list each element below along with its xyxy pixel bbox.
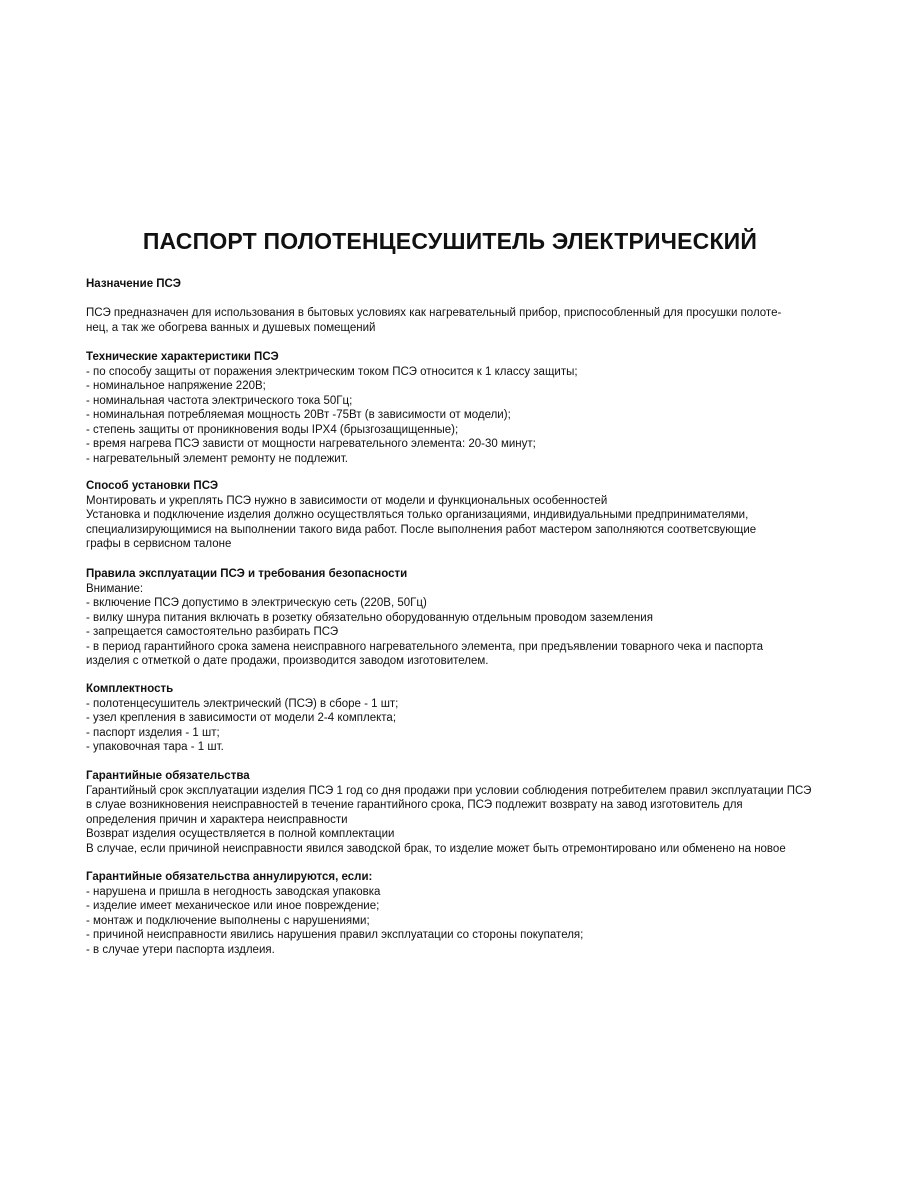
specs-line-6: - время нагрева ПСЭ зависти от мощности нагревательного элемента: 20-30 минут; [86, 438, 536, 450]
kit-line-1: - полотенцесушитель электрический (ПСЭ) в сборе - 1 шт; [86, 697, 399, 710]
warranty-line-4: Возврат изделия осуществляется в полной комплектации [86, 828, 395, 840]
installation-line-4: графы в сервисном талоне [86, 538, 232, 550]
warranty-line-1: Гарантийный срок эксплуатации изделия ПСЭ 1 год со дня продажи при условии соблюдения потребителем правил эксплуатации ПСЭ [86, 784, 812, 797]
void-line-3: - монтаж и подключение выполнены с нарушениями; [86, 914, 370, 927]
installation-line-1: Монтировать и укреплять ПСЭ нужно в зависимости от модели и функциональных особенностей [86, 494, 608, 507]
section-heading-specs: Технические характеристики ПСЭ [86, 351, 279, 363]
section-kit [86, 682, 826, 755]
specs-line-3: - номинальная частота электрического тока 50Гц; [86, 394, 353, 407]
section-rules [86, 567, 826, 669]
page-title: ПАСПОРТ ПОЛОТЕНЦЕСУШИТЕЛЬ ЭЛЕКТРИЧЕСКИЙ [142, 228, 758, 254]
rules-line-2: - включение ПСЭ допустимо в электрическую сеть (220В, 50Гц) [86, 597, 427, 609]
kit-line-4: - упаковочная тара - 1 шт. [86, 741, 224, 753]
section-heading-warranty: Гарантийные обязательства [86, 770, 250, 782]
installation-line-2: Установка и подключение изделия должно осуществляться только организациями, индивидуальными предпринимателями, [86, 509, 749, 521]
section-void [86, 870, 826, 957]
void-line-1: - нарушена и пришла в негодность заводская упаковка [86, 885, 381, 898]
kit-line-3: - паспорт изделия - 1 шт; [86, 726, 220, 739]
section-heading-void: Гарантийные обязательства аннулируются, если: [86, 871, 373, 883]
section-specs [86, 350, 826, 466]
specs-line-7: - нагревательный элемент ремонту не подлежит. [86, 452, 348, 465]
specs-line-2: - номинальное напряжение 220В; [86, 380, 266, 392]
purpose-line-2: нец, а так же обогрева ванных и душевых помещений [86, 321, 376, 334]
specs-line-4: - номинальная потребляемая мощность 20Вт -75Вт (в зависимости от модели); [86, 409, 511, 421]
specs-line-5: - степень защиты от проникновения воды IPX4 (брызгозащищенные); [86, 423, 459, 436]
rules-line-4: - запрещается самостоятельно разбирать ПСЭ [86, 626, 339, 638]
warranty-line-3: определения причин и характера неисправности [86, 813, 348, 826]
section-heading-purpose: Назначение ПСЭ [86, 278, 181, 290]
kit-line-2: - узел крепления в зависимости от модели 2-4 комплекта; [86, 712, 397, 724]
purpose-line-1: ПСЭ предназначен для использования в бытовых условиях как нагревательный прибор, приспособленный для просушки полоте- [86, 307, 782, 319]
section-heading-rules: Правила эксплуатации ПСЭ и требования безопасности [86, 568, 408, 580]
section-purpose [86, 277, 826, 335]
void-line-5: - в случае утери паспорта издлеия. [86, 943, 275, 956]
section-warranty [86, 769, 826, 856]
rules-line-1: Внимание: [86, 582, 144, 595]
specs-line-1: - по способу защиты от поражения электрическим током ПСЭ относится к 1 классу защиты; [86, 365, 578, 378]
void-line-4: - причиной неисправности явились нарушения правил эксплуатации со стороны покупателя; [86, 929, 584, 941]
rules-line-6: изделия с отметкой о дате продажи, производится заводом изготовителем. [86, 655, 489, 667]
section-heading-installation: Способ установки ПСЭ [86, 480, 219, 492]
void-line-2: - изделие имеет механическое или иное повреждение; [86, 900, 380, 912]
section-installation [86, 479, 826, 552]
warranty-line-2: в слуае возникновения неисправностей в течение гарантийного срока, ПСЭ подлежит возврату на завод изготовитель для [86, 799, 743, 811]
installation-line-3: специализирующимися на выполнении такого вида работ. После выполнения работ мастером заполняются соответсвующие [86, 523, 757, 536]
section-heading-kit: Комплектность [86, 683, 174, 695]
warranty-line-5: В случае, если причиной неисправности явился заводской брак, то изделие может быть отремонтировано или обменено на новое [86, 842, 786, 855]
rules-line-3: - вилку шнура питания включать в розетку обязательно оборудованную отдельным проводом заземления [86, 611, 653, 624]
rules-line-5: - в период гарантийного срока замена неисправного нагревательного элемента, при предъявлении товарного чека и паспорта [86, 640, 764, 653]
